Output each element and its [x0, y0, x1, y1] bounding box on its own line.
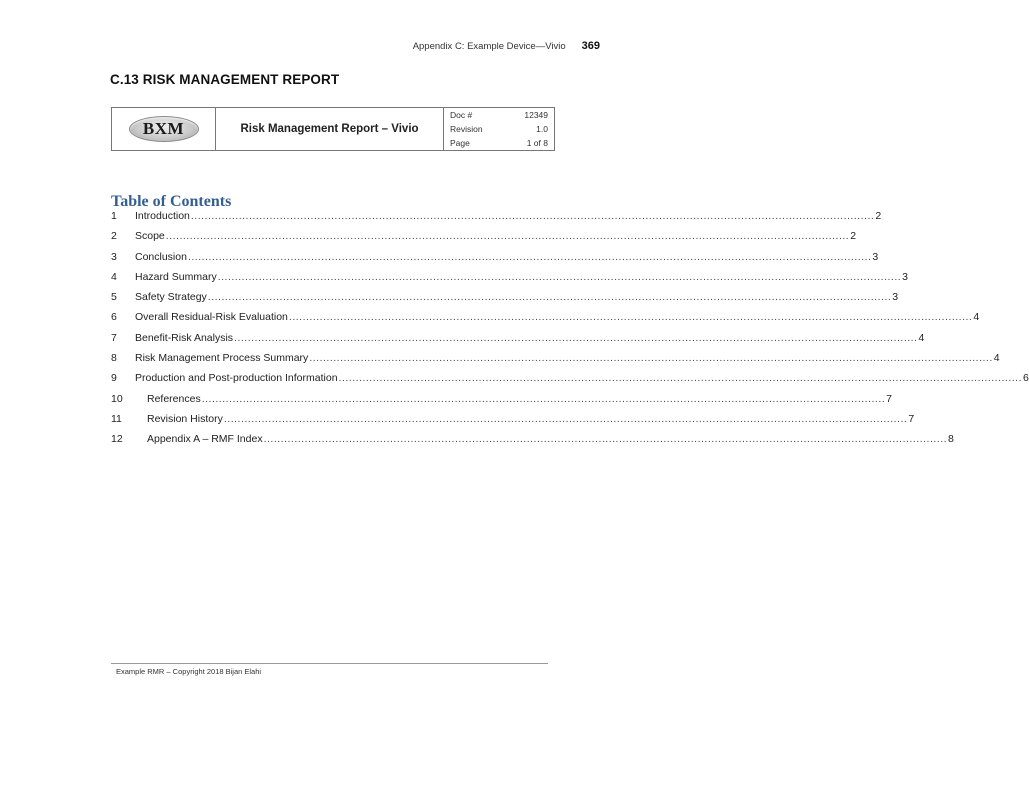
toc-entry-appendix-a[interactable]	[111, 433, 954, 453]
toc-entry-introduction[interactable]	[111, 210, 882, 230]
toc-label: References	[147, 392, 201, 405]
running-header-text: Appendix C: Example Device—Vivio	[412, 41, 566, 52]
document-header-table	[111, 107, 555, 151]
meta-value: 1 of 8	[526, 138, 548, 148]
toc-number: 7	[111, 331, 117, 344]
toc-number: 12	[111, 433, 123, 446]
toc-label: Overall Residual-Risk Evaluation	[135, 311, 288, 324]
toc-number: 3	[111, 250, 117, 263]
toc-leader-dots: ........................................................................................................................................................................................................	[207, 291, 892, 304]
toc-number: 10	[111, 392, 123, 405]
meta-row-page	[444, 136, 554, 150]
toc-leader-dots: ........................................................................................................................................................................................................	[338, 372, 1022, 385]
toc-entry-safety-strategy[interactable]	[111, 291, 899, 311]
toc-label: Safety Strategy	[135, 291, 207, 304]
toc-number: 9	[111, 372, 117, 385]
toc-label: Introduction	[135, 210, 190, 222]
toc-page: 6	[1023, 372, 1029, 385]
toc-entry-hazard-summary[interactable]	[111, 270, 908, 291]
toc-entry-residual-risk[interactable]	[111, 311, 980, 331]
toc-label: Revision History	[147, 412, 223, 425]
toc-number: 4	[111, 270, 117, 283]
footer-divider	[111, 663, 548, 664]
meta-value: 12349	[524, 110, 548, 120]
toc-page: 8	[948, 433, 954, 446]
company-logo	[129, 116, 199, 142]
toc-label: Conclusion	[135, 250, 187, 263]
toc-leader-dots: ........................................................................................................................................................................................................	[234, 331, 918, 344]
toc-label: Scope	[135, 230, 165, 243]
toc-label: Benefit-Risk Analysis	[135, 331, 234, 344]
toc-number: 1	[111, 210, 117, 222]
toc-number: 5	[111, 291, 117, 304]
document-meta	[444, 108, 554, 150]
toc-leader-dots: ........................................................................................................................................................................................................	[165, 230, 850, 243]
toc-leader-dots: ........................................................................................................................................................................................................	[309, 352, 993, 365]
toc-label: Hazard Summary	[135, 270, 217, 283]
toc-page: 4	[973, 311, 980, 324]
toc-leader-dots: ........................................................................................................................................................................................................	[288, 311, 973, 324]
toc-entry-process-summary[interactable]	[111, 352, 1000, 372]
meta-row-doc-number	[444, 108, 554, 122]
toc-page: 7	[886, 392, 892, 405]
toc-page: 7	[908, 412, 915, 425]
toc-label: Risk Management Process Summary	[135, 352, 309, 365]
logo-text: BXM	[142, 119, 185, 138]
toc-leader-dots: ........................................................................................................................................................................................................	[190, 210, 875, 222]
toc-number: 2	[111, 230, 117, 243]
toc-number: 8	[111, 352, 117, 365]
toc-page: 3	[872, 250, 879, 263]
toc-page: 4	[918, 331, 925, 344]
toc-entry-benefit-risk[interactable]	[111, 331, 925, 352]
footer-copyright: Example RMR – Copyright 2018 Bijan Elahi	[116, 667, 262, 676]
meta-value: 1.0	[536, 124, 548, 134]
toc-page: 2	[875, 210, 882, 222]
toc-leader-dots: ........................................................................................................................................................................................................	[201, 392, 886, 405]
running-header	[413, 40, 600, 52]
toc-leader-dots: ........................................................................................................................................................................................................	[223, 412, 908, 425]
toc-entry-production-info[interactable]	[111, 372, 1029, 392]
toc-label: Production and Post-production Information	[135, 372, 338, 385]
toc-entry-scope[interactable]	[111, 230, 857, 250]
toc-entry-revision-history[interactable]	[111, 412, 915, 433]
section-title: C.13 RISK MANAGEMENT REPORT	[110, 72, 340, 87]
toc-number: 11	[111, 412, 122, 425]
toc-page: 3	[892, 291, 899, 304]
logo-cell	[112, 108, 216, 150]
toc-entry-references[interactable]	[111, 392, 892, 413]
meta-label: Revision	[450, 124, 483, 134]
meta-row-revision	[444, 122, 554, 136]
toc-leader-dots: ........................................................................................................................................................................................................	[263, 433, 948, 446]
table-of-contents	[111, 210, 1029, 454]
page-number: 369	[581, 40, 600, 52]
toc-page: 4	[993, 352, 1000, 365]
toc-page: 3	[902, 270, 908, 283]
toc-page: 2	[850, 230, 857, 243]
document-title: Risk Management Report – Vivio	[216, 108, 444, 150]
toc-label: Appendix A – RMF Index	[147, 433, 263, 446]
meta-label: Doc #	[450, 110, 473, 120]
toc-leader-dots: ........................................................................................................................................................................................................	[187, 250, 872, 263]
meta-label: Page	[450, 138, 470, 148]
toc-entry-conclusion[interactable]	[111, 250, 879, 271]
toc-leader-dots: ........................................................................................................................................................................................................	[217, 270, 902, 283]
toc-number: 6	[111, 311, 117, 324]
toc-heading: Table of Contents	[111, 193, 232, 210]
